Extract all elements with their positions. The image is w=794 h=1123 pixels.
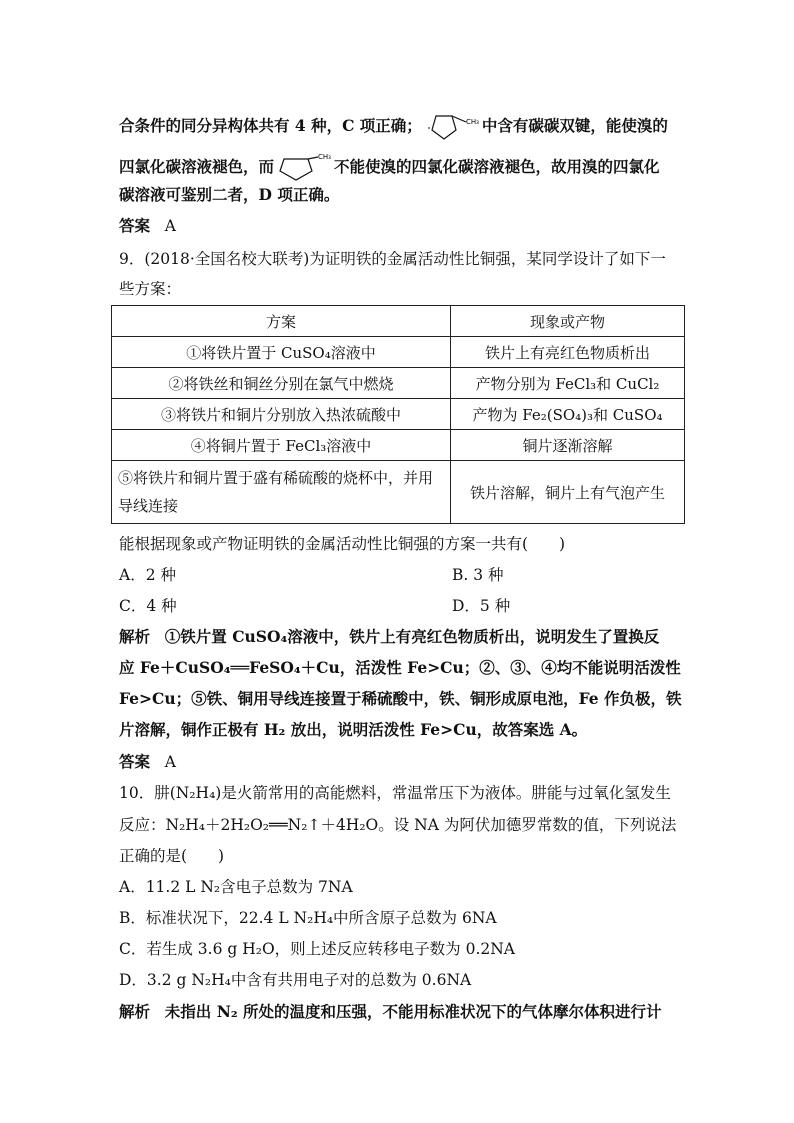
table-cell: 铁片上有亮红色物质析出 <box>451 337 685 368</box>
q9-option-c: C．4 种 <box>119 597 177 615</box>
table-cell: ⑤将铁片和铜片置于盛有稀硫酸的烧杯中，并用导线连接 <box>112 461 451 524</box>
table-header-scheme: 方案 <box>112 306 451 337</box>
answer-line-q9 <box>119 751 176 773</box>
intro-text: 中含有碳碳双键，能使溴的 <box>481 116 668 135</box>
methylcyclopentene-structure <box>422 112 482 142</box>
table-cell: 铁片溶解，铜片上有气泡产生 <box>451 461 685 524</box>
answer-label: 答案 <box>119 752 151 771</box>
analysis-label: 解析 <box>119 627 151 646</box>
table-cell: ④将铜片置于 FeCl₃溶液中 <box>112 430 451 461</box>
analysis-label: 解析 <box>119 1002 151 1021</box>
q10-analysis-line-1 <box>119 1001 662 1023</box>
table-cell: 铜片逐渐溶解 <box>451 430 685 461</box>
q9-option-b: B. 3 种 <box>452 566 504 584</box>
analysis-text: ①铁片置 CuSO₄溶液中，铁片上有亮红色物质析出，说明发生了置换反 <box>164 627 660 646</box>
methylcyclopentane-structure <box>274 153 334 183</box>
table-row <box>112 430 685 461</box>
analysis-text: 未指出 N₂ 所处的温度和压强，不能用标准状况下的气体摩尔体积进行计 <box>164 1002 662 1021</box>
intro-line-2 <box>119 153 660 183</box>
intro-text: 不能使溴的四氯化碳溶液褪色，故用溴的四氯化 <box>334 157 660 176</box>
intro-text: 合条件的同分异构体共有 4 种，C 项正确； <box>119 116 422 135</box>
q10-option-b: B．标准状况下，22.4 L N₂H₄中所含原子总数为 6NA <box>119 909 497 927</box>
intro-line-1 <box>119 112 668 142</box>
table-row <box>112 368 685 399</box>
intro-text: 四氯化碳溶液褪色，而 <box>119 157 275 176</box>
q10-option-d: D．3.2 g N₂H₄中含有共用电子对的总数为 0.6NA <box>119 971 472 989</box>
q10-option-c: C．若生成 3.6 g H₂O，则上述反应转移电子数为 0.2NA <box>119 940 515 958</box>
table-cell: ①将铁片置于 CuSO₄溶液中 <box>112 337 451 368</box>
table-row <box>112 337 685 368</box>
answer-line-q8 <box>119 215 176 237</box>
q9-analysis-line-4: 片溶解，铜作正极有 H₂ 放出，说明活泼性 Fe>Cu，故答案选 A。 <box>119 720 588 739</box>
table-cell: 产物为 Fe₂(SO₄)₃和 CuSO₄ <box>451 399 685 430</box>
answer-label: 答案 <box>119 216 151 235</box>
q9-option-d: D．5 种 <box>452 597 511 615</box>
answer-value: A <box>164 753 176 771</box>
q10-option-a: A．11.2 L N₂含电子总数为 7NA <box>119 878 353 896</box>
q9-stem-2: 些方案： <box>119 280 182 298</box>
q10-stem-1: 10．肼(N₂H₄)是火箭常用的高能燃料，常温常压下为液体。肼能与过氧化氢发生 <box>119 784 671 802</box>
table-header-result: 现象或产物 <box>451 306 685 337</box>
mol-label-1: CH₃ <box>465 118 479 126</box>
q9-stem-1: 9．(2018·全国名校大联考)为证明铁的金属活动性比铜强，某同学设计了如下一 <box>119 250 666 268</box>
q9-analysis-line-2: 应 Fe＋CuSO₄══FeSO₄＋Cu，活泼性 Fe>Cu；②、③、④均不能说明活泼性 <box>119 658 681 677</box>
q9-analysis-line-1 <box>119 626 659 648</box>
q9-option-a: A．2 种 <box>119 566 176 584</box>
q9-table <box>111 305 685 524</box>
q9-question: 能根据现象或产物证明铁的金属活动性比铜强的方案一共有( ) <box>119 535 566 553</box>
q10-stem-3: 正确的是( ) <box>119 847 225 865</box>
table-row <box>112 399 685 430</box>
table-cell: ③将铁片和铜片分别放入热浓硫酸中 <box>112 399 451 430</box>
intro-line-3: 碳溶液可鉴别二者，D 项正确。 <box>119 185 340 204</box>
table-cell: ②将铁丝和铜丝分别在氯气中燃烧 <box>112 368 451 399</box>
table-cell: 产物分别为 FeCl₃和 CuCl₂ <box>451 368 685 399</box>
answer-value: A <box>164 217 176 235</box>
q10-stem-2: 反应：N₂H₄＋2H₂O₂══N₂↑＋4H₂O。设 NA 为阿伏加德罗常数的值，下列说法 <box>119 816 677 834</box>
q9-analysis-line-3: Fe>Cu；⑤铁、铜用导线连接置于稀硫酸中，铁、铜形成原电池，Fe 作负极，铁 <box>119 689 682 708</box>
table-row <box>112 461 685 524</box>
mol-label-2: CH₃ <box>318 153 331 161</box>
